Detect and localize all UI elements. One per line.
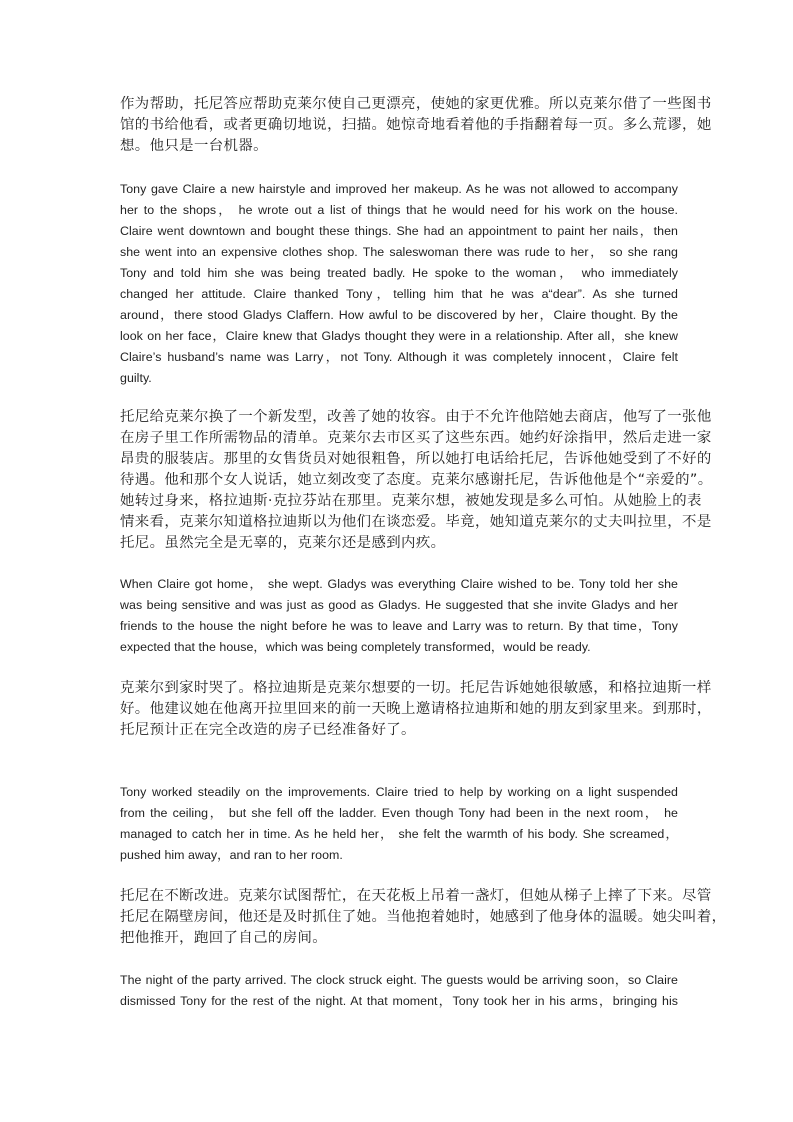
text-line: from the ceiling， but she fell off the ladder. Even though Tony had been in the next room， he [120, 806, 678, 820]
paragraph-chinese-2 [120, 407, 713, 554]
text-line: Tony worked steadily on the improvements. Claire tried to help by working on a light suspended [120, 785, 678, 799]
text-line: changed her attitude. Claire thanked Tony，telling him that he was a“dear”. As she turned [120, 287, 678, 301]
text-line: her to the shops， he wrote out a list of things that he would need for his work on the house. [120, 203, 678, 217]
text-line: 托尼在不断改进。克莱尔试图帮忙，在天花板上吊着一盏灯，但她从梯子上摔了下来。尽管 [120, 888, 712, 904]
text-line: 作为帮助，托尼答应帮助克莱尔使自己更漂亮，使她的家更优雅。所以克莱尔借了一些图书 [120, 96, 712, 112]
text-line: dismissed Tony for the rest of the night. At that moment，Tony took her in his arms，bringing his [120, 994, 678, 1008]
text-line: around，there stood Gladys Claffern. How awful to be discovered by her，Claire thought. By the [120, 308, 678, 322]
text-line: 托尼给克莱尔换了一个新发型，改善了她的妆容。由于不允许他陪她去商店，他写了一张他 [120, 409, 712, 425]
text-line: Claire’s husband’s name was Larry，not Tony. Although it was completely innocent，Claire felt [120, 350, 678, 364]
text-line: 馆的书给他看，或者更确切地说，扫描。她惊奇地看着他的手指翻着每一页。多么荒谬，她 [120, 117, 712, 133]
text-line: 想。他只是一台机器。 [120, 138, 268, 154]
text-line: look on her face，Claire knew that Gladys thought they were in a relationship. After all，she knew [120, 329, 678, 343]
text-line: friends to the house the night before he was to leave and Larry was to return. By that time，Tony [120, 619, 678, 633]
paragraph-chinese-4 [120, 886, 727, 949]
text-line: she went into an expensive clothes shop. The saleswoman there was rude to her， so she rang [120, 245, 678, 259]
paragraph-chinese-1 [120, 94, 712, 157]
text-line: 昂贵的服装店。那里的女售货员对她很粗鲁，所以她打电话给托尼，告诉他她受到了不好的 [120, 451, 712, 467]
text-line: 她转过身来，格拉迪斯·克拉芬站在那里。克莱尔想，被她发现是多么可怕。从她脸上的表 [120, 493, 702, 509]
text-line: guilty. [120, 371, 152, 385]
text-line: Tony and told him she was being treated badly. He spoke to the woman， who immediately [120, 266, 678, 280]
paragraph-chinese-3 [120, 678, 712, 741]
text-line: 托尼预计正在完全改造的房子已经准备好了。 [120, 722, 416, 738]
text-line: 待遇。他和那个女人说话，她立刻改变了态度。克莱尔感谢托尼，告诉他他是个“亲爱的”。 [120, 472, 713, 488]
text-line: managed to catch her in time. As he held her， she felt the warmth of his body. She screamed， [120, 827, 678, 841]
text-line: 托尼在隔壁房间，他还是及时抓住了她。当他抱着她时，她感到了他身体的温暖。她尖叫着， [120, 909, 727, 925]
text-line: pushed him away，and ran to her room. [120, 848, 343, 862]
text-line: 克莱尔到家时哭了。格拉迪斯是克莱尔想要的一切。托尼告诉她她很敏感，和格拉迪斯一样 [120, 680, 712, 696]
text-line: 在房子里工作所需物品的清单。克莱尔去市区买了这些东西。她约好涂指甲，然后走进一家 [120, 430, 712, 446]
paragraph-english-4 [120, 970, 678, 1012]
text-line: Claire went downtown and bought these things. She had an appointment to paint her nails，then [120, 224, 678, 238]
text-line: was being sensitive and was just as good as Gladys. He suggested that she invite Gladys and her [120, 598, 678, 612]
text-line: When Claire got home， she wept. Gladys was everything Claire wished to be. Tony told her she [120, 577, 678, 591]
text-line: 把他推开，跑回了自己的房间。 [120, 930, 328, 946]
paragraph-english-2 [120, 574, 678, 658]
text-line: 托尼。虽然完全是无辜的，克莱尔还是感到内疚。 [120, 535, 446, 551]
text-line: 好。他建议她在他离开拉里回来的前一天晚上邀请格拉迪斯和她的朋友到家里来。到那时， [120, 701, 712, 717]
text-line: Tony gave Claire a new hairstyle and improved her makeup. As he was not allowed to accompany [120, 182, 678, 196]
text-line: expected that the house，which was being completely transformed，would be ready. [120, 640, 591, 654]
text-line: 情来看，克莱尔知道格拉迪斯以为他们在谈恋爱。毕竟，她知道克莱尔的丈夫叫拉里，不是 [120, 514, 712, 530]
text-line: The night of the party arrived. The clock struck eight. The guests would be arriving soon，so Claire [120, 973, 678, 987]
paragraph-english-3 [120, 782, 678, 866]
paragraph-english-1 [120, 179, 678, 389]
